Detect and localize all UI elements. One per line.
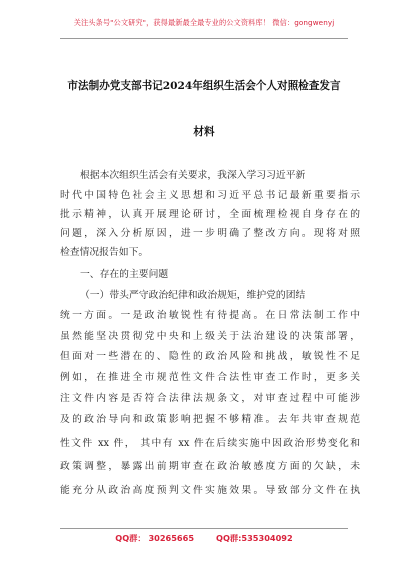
- body-line: 性文件 xx 件， 其中有 xx 件在后续实施中因政治形势变化和: [60, 438, 360, 449]
- body-line: 政策调整，暴露出前期审查在政治敏感度方面的欠缺，未: [60, 461, 360, 472]
- body-line: 例如，在推进全市规范性文件合法性审查工作时，更多关: [60, 372, 360, 383]
- body-line: 能充分从政治高度预判文件实施效果。导致部分文件在执: [60, 485, 360, 496]
- bottom-divider: [60, 528, 348, 529]
- body-line: 虽然能坚决贯彻党中央和上级关于法治建设的决策部署，: [60, 331, 360, 342]
- body-line: 统一方面。一是政治敏锐性有待提高。在日常法制工作中: [60, 310, 360, 321]
- body-line: 注文件内容是否符合法律法规条文，对审查过程中可能涉: [60, 393, 360, 404]
- document-title-line1: 市法制办党支部书记2024年组织生活会个人对照检查发言: [67, 80, 341, 92]
- document-title-line2: 材料: [193, 126, 215, 138]
- body-line: 检查情况报告如下。: [60, 247, 149, 258]
- body-line: 批示精神，认真开展理论研讨，全面梳理检视自身存在的: [60, 209, 360, 220]
- footer-qq-left: QQ群： 30265665: [115, 533, 195, 543]
- body-line: 时代中国特色社会主义思想和习近平总书记最新重要指示: [60, 190, 360, 201]
- body-line: 问题，深入分析原因，进一步明确了整改方向。现将对照: [60, 228, 360, 239]
- top-banner: 关注头条号"公文研究"，获得最新最全最专业的公文资料库！ 微信：gongwenyj: [73, 18, 335, 27]
- body-line: 但面对一些潜在的、隐性的政治风险和挑战，敏锐性不足: [60, 351, 360, 362]
- section-heading: 一、存在的主要问题: [80, 269, 169, 280]
- body-line: 根据本次组织生活会有关要求，我深入学习习近平新: [80, 170, 306, 181]
- footer-contacts: [0, 533, 408, 544]
- footer-qq-right: QQ群:535304092: [216, 533, 293, 543]
- body-line: （一）带头严守政治纪律和政治规矩，维护党的团结: [80, 290, 306, 301]
- document-body: [60, 0, 360, 580]
- body-line: 及的政治导向和政策影响把握不够精准。去年共审查规范: [60, 414, 360, 425]
